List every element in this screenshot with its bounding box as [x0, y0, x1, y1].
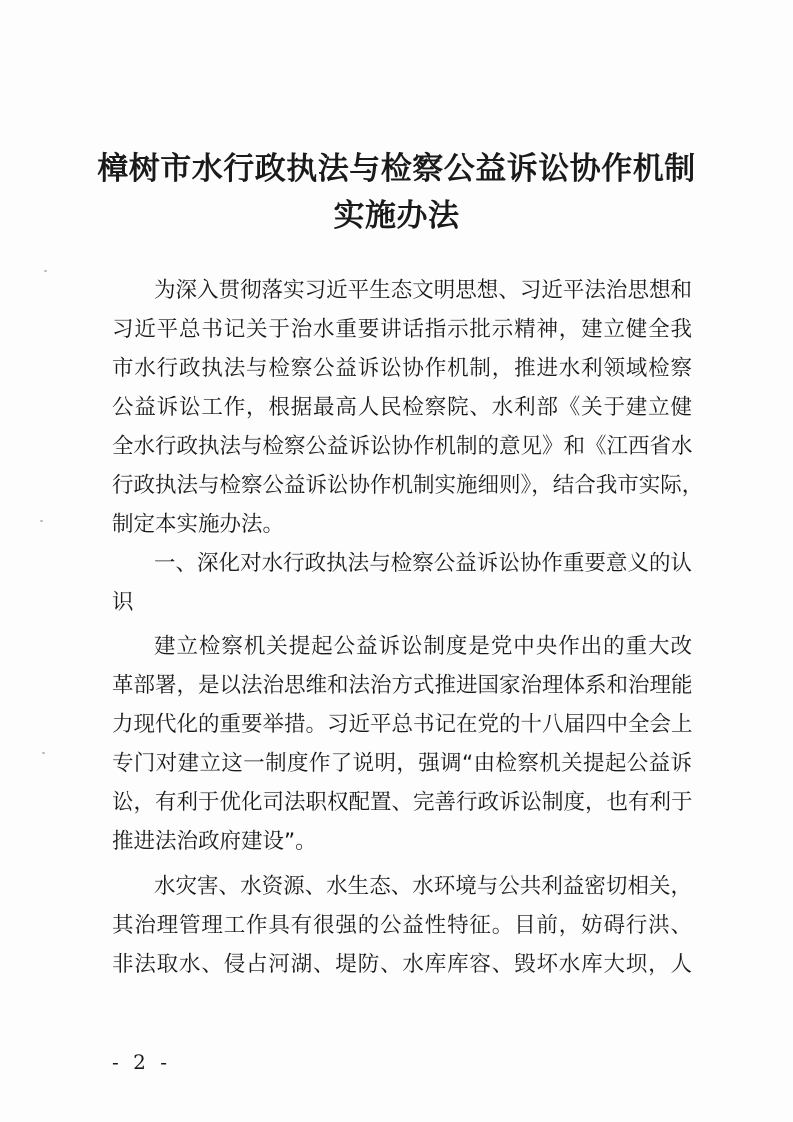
paragraph-1-line-7: 制定本实施办法。: [112, 512, 285, 537]
paragraph-2-line-3: 力现代化的重要举措。习近平总书记在党的十八届四中全会上: [112, 712, 693, 737]
paragraph-2-line-5: 讼，有利于优化司法职权配置、完善行政诉讼制度，也有利于: [112, 790, 693, 815]
paragraph-2-line-2: 革部署，是以法治思维和法治方式推进国家治理体系和治理能: [112, 673, 693, 698]
scan-speck: [40, 520, 43, 522]
scan-speck: [42, 752, 45, 754]
paragraph-1-line-3: 市水行政执法与检察公益诉讼协作机制，推进水利领域检察: [112, 356, 692, 381]
paragraph-3-line-3: 非法取水、侵占河湖、堤防、水库库容、毁坏水库大坝，人: [112, 952, 692, 977]
section-heading-line-2: 识: [112, 590, 134, 615]
document-title-line-1: 樟树市水行政执法与检察公益诉讼协作机制: [97, 151, 696, 187]
paragraph-2-line-6: 推进法治政府建设”。: [112, 829, 317, 854]
scan-speck: [44, 270, 47, 272]
paragraph-2-line-4: 专门对建立这一制度作了说明，强调“由检察机关提起公益诉: [112, 751, 692, 776]
paragraph-1-line-1: 为深入贯彻落实习近平生态文明思想、习近平法治思想和: [154, 278, 692, 303]
paragraph-2-line-1: 建立检察机关提起公益诉讼制度是党中央作出的重大改: [154, 634, 692, 659]
paragraph-1-line-2: 习近平总书记关于治水重要讲话指示批示精神，建立健全我: [112, 317, 692, 342]
paragraph-1-line-6: 行政执法与检察公益诉讼协作机制实施细则》，结合我市实际，: [112, 473, 704, 498]
document-title-line-2: 实施办法: [333, 198, 460, 234]
paragraph-3-line-1: 水灾害、水资源、水生态、水环境与公共利益密切相关，: [154, 874, 692, 899]
paragraph-1-line-5: 全水行政执法与检察公益诉讼协作机制的意见》和《江西省水: [112, 434, 693, 459]
paragraph-3-line-2: 其治理管理工作具有很强的公益性特征。目前，妨碍行洪、: [112, 913, 692, 938]
page-number: - 2 -: [112, 1050, 171, 1074]
paragraph-1-line-4: 公益诉讼工作，根据最高人民检察院、水利部《关于建立健: [112, 395, 692, 420]
section-heading-line-1: 一、深化对水行政执法与检察公益诉讼协作重要意义的认: [154, 551, 692, 576]
